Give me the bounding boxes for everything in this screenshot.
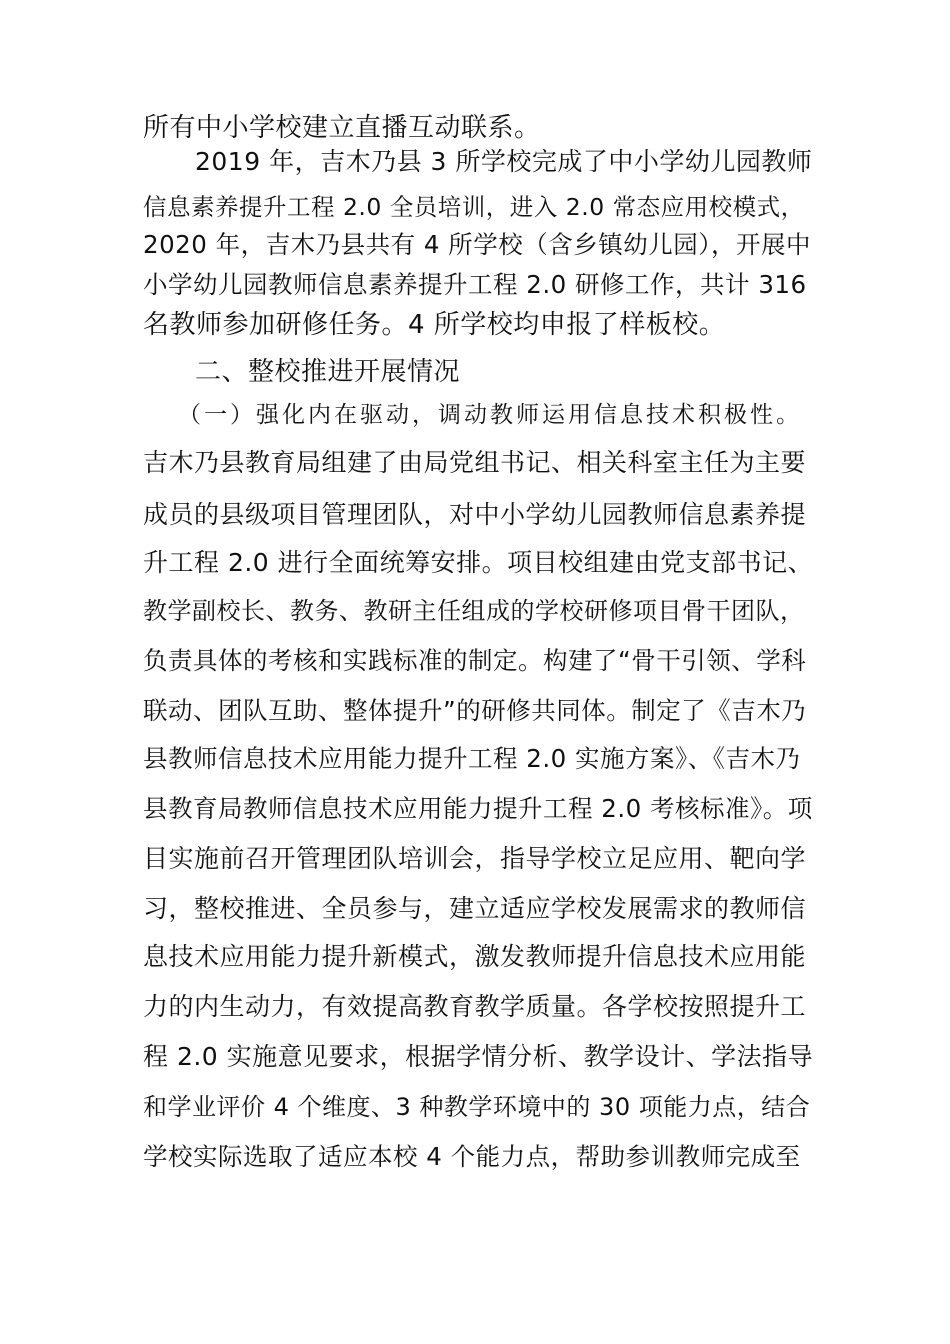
text-line: 小学幼儿园教师信息素养提升工程 2.0 研修工作，共计 316 [143, 270, 807, 299]
text-line: 力的内生动力，有效提高教育教学质量。各学校按照提升工 [143, 992, 807, 1021]
subsection-heading: （一）强化内在驱动，调动教师运用信息技术积极性。 [178, 402, 802, 428]
text-line: 2020 年，吉木乃县共有 4 所学校（含乡镇幼儿园），开展中 [143, 230, 812, 259]
text-line: 升工程 2.0 进行全面统筹安排。项目校组建由党支部书记、 [143, 548, 814, 577]
text-line: 学校实际选取了适应本校 4 个能力点，帮助参训教师完成至 [143, 1142, 801, 1171]
text-line: 息技术应用能力提升新模式，激发教师提升信息技术应用能 [143, 942, 807, 971]
text-line: 目实施前召开管理团队培训会，指导学校立足应用、靶向学 [143, 844, 807, 873]
text-line: 联动、团队互助、整体提升”的研修共同体。制定了《吉木乃 [143, 696, 807, 725]
text-line: 名教师参加研修任务。4 所学校均申报了样板校。 [143, 310, 726, 340]
text-line: 县教师信息技术应用能力提升工程 2.0 实施方案》、《吉木乃 [143, 744, 801, 773]
text-line: 信息素养提升工程 2.0 全员培训，进入 2.0 常态应用校模式， [143, 193, 805, 221]
text-line: 吉木乃县教育局组建了由局党组书记、相关科室主任为主要 [143, 448, 807, 477]
text-line: 程 2.0 实施意见要求，根据学情分析、教学设计、学法指导 [143, 1042, 814, 1071]
text-line: 成员的县级项目管理团队，对中小学幼儿园教师信息素养提 [143, 500, 807, 529]
paragraph-start-line: 2019 年，吉木乃县 3 所学校完成了中小学幼儿园教师 [195, 147, 813, 176]
text-line: 所有中小学校建立直播互动联系。 [143, 113, 541, 143]
text-line: 负责具体的考核和实践标准的制定。构建了“骨干引领、学科 [143, 646, 807, 675]
text-line: 县教育局教师信息技术应用能力提升工程 2.0 考核标准》。项 [143, 794, 813, 823]
text-line: 和学业评价 4 个维度、3 种教学环境中的 30 项能力点，结合 [143, 1093, 811, 1121]
text-line: 习，整校推进、全员参与，建立适应学校发展需求的教师信 [143, 894, 807, 923]
text-line: 教学副校长、教务、教研主任组成的学校研修项目骨干团队， [143, 597, 805, 625]
section-heading: 二、整校推进开展情况 [195, 357, 461, 387]
